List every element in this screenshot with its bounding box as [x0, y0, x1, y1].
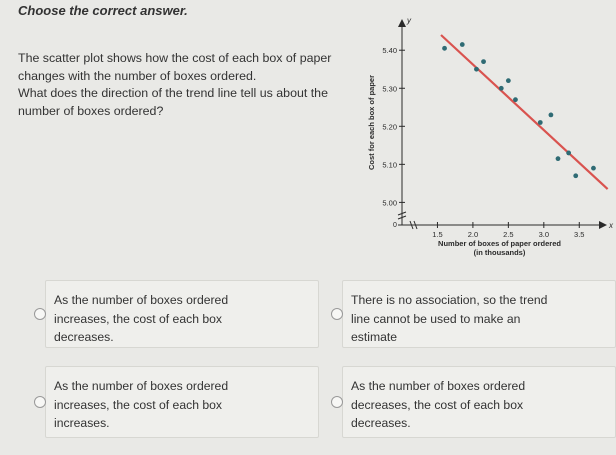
x-axis-sublabel: (in thousands)	[473, 248, 526, 257]
data-point	[513, 97, 518, 102]
x-tick-label: 3.5	[574, 230, 585, 239]
data-point	[474, 67, 479, 72]
x-axis-letter: x	[609, 221, 613, 230]
data-point	[591, 166, 596, 171]
data-point	[566, 151, 571, 156]
y-axis-arrow	[398, 19, 406, 27]
question-text	[18, 50, 368, 120]
y-tick-label: 5.20	[382, 122, 397, 132]
y-tick-label: 5.00	[382, 198, 397, 208]
data-point	[442, 46, 447, 51]
data-point	[506, 78, 511, 83]
y-tick-label: 5.40	[382, 46, 397, 56]
scatter-chart	[362, 10, 612, 260]
x-tick-label: 2.0	[467, 230, 479, 239]
answer-choice-c[interactable]	[45, 366, 319, 438]
data-point	[499, 86, 504, 91]
scatter-plot-svg	[362, 10, 612, 260]
y-axis-letter: y	[407, 16, 411, 25]
choice-text: As the number of boxes ordered increases, the cost of each box decreases.	[54, 293, 229, 344]
trend-line	[441, 35, 608, 189]
question-line: The scatter plot shows how the cost of each box of paper	[18, 51, 332, 65]
choice-text: As the number of boxes ordered decreases, the cost of each box decreases.	[351, 379, 526, 430]
data-point	[481, 59, 486, 64]
y-axis-label: Cost for each box of paper	[367, 74, 376, 171]
x-tick-label: 3.0	[538, 230, 550, 239]
radio-button[interactable]	[331, 308, 343, 320]
y-tick-label: 5.10	[382, 160, 397, 170]
x-axis-label: Number of boxes of paper ordered	[438, 239, 561, 248]
x-tick-label: 1.5	[432, 230, 443, 239]
choice-text: There is no association, so the trend line cannot be used to make an estimate	[351, 293, 548, 344]
y-tick-label: 5.30	[382, 84, 397, 94]
question-line: number of boxes ordered?	[18, 103, 164, 118]
x-axis-arrow	[599, 221, 607, 229]
instruction-text: Choose the correct answer.	[18, 3, 188, 18]
x-tick-label: 2.5	[503, 230, 514, 239]
data-point	[538, 120, 543, 125]
radio-button[interactable]	[34, 396, 46, 408]
question-line: What does the direction of the trend line tell us about the	[18, 86, 328, 100]
radio-button[interactable]	[331, 396, 343, 408]
data-point	[556, 156, 561, 161]
data-point	[460, 42, 465, 47]
choice-text: As the number of boxes ordered increases, the cost of each box increases.	[54, 379, 229, 430]
question-line: changes with the number of boxes ordered.	[18, 68, 257, 83]
answer-choice-d[interactable]	[342, 366, 616, 438]
answer-choice-b[interactable]	[342, 280, 616, 348]
origin-label: 0	[393, 222, 397, 229]
answer-choice-a[interactable]	[45, 280, 319, 348]
radio-button[interactable]	[34, 308, 46, 320]
data-point	[573, 173, 578, 178]
data-point	[549, 112, 554, 117]
